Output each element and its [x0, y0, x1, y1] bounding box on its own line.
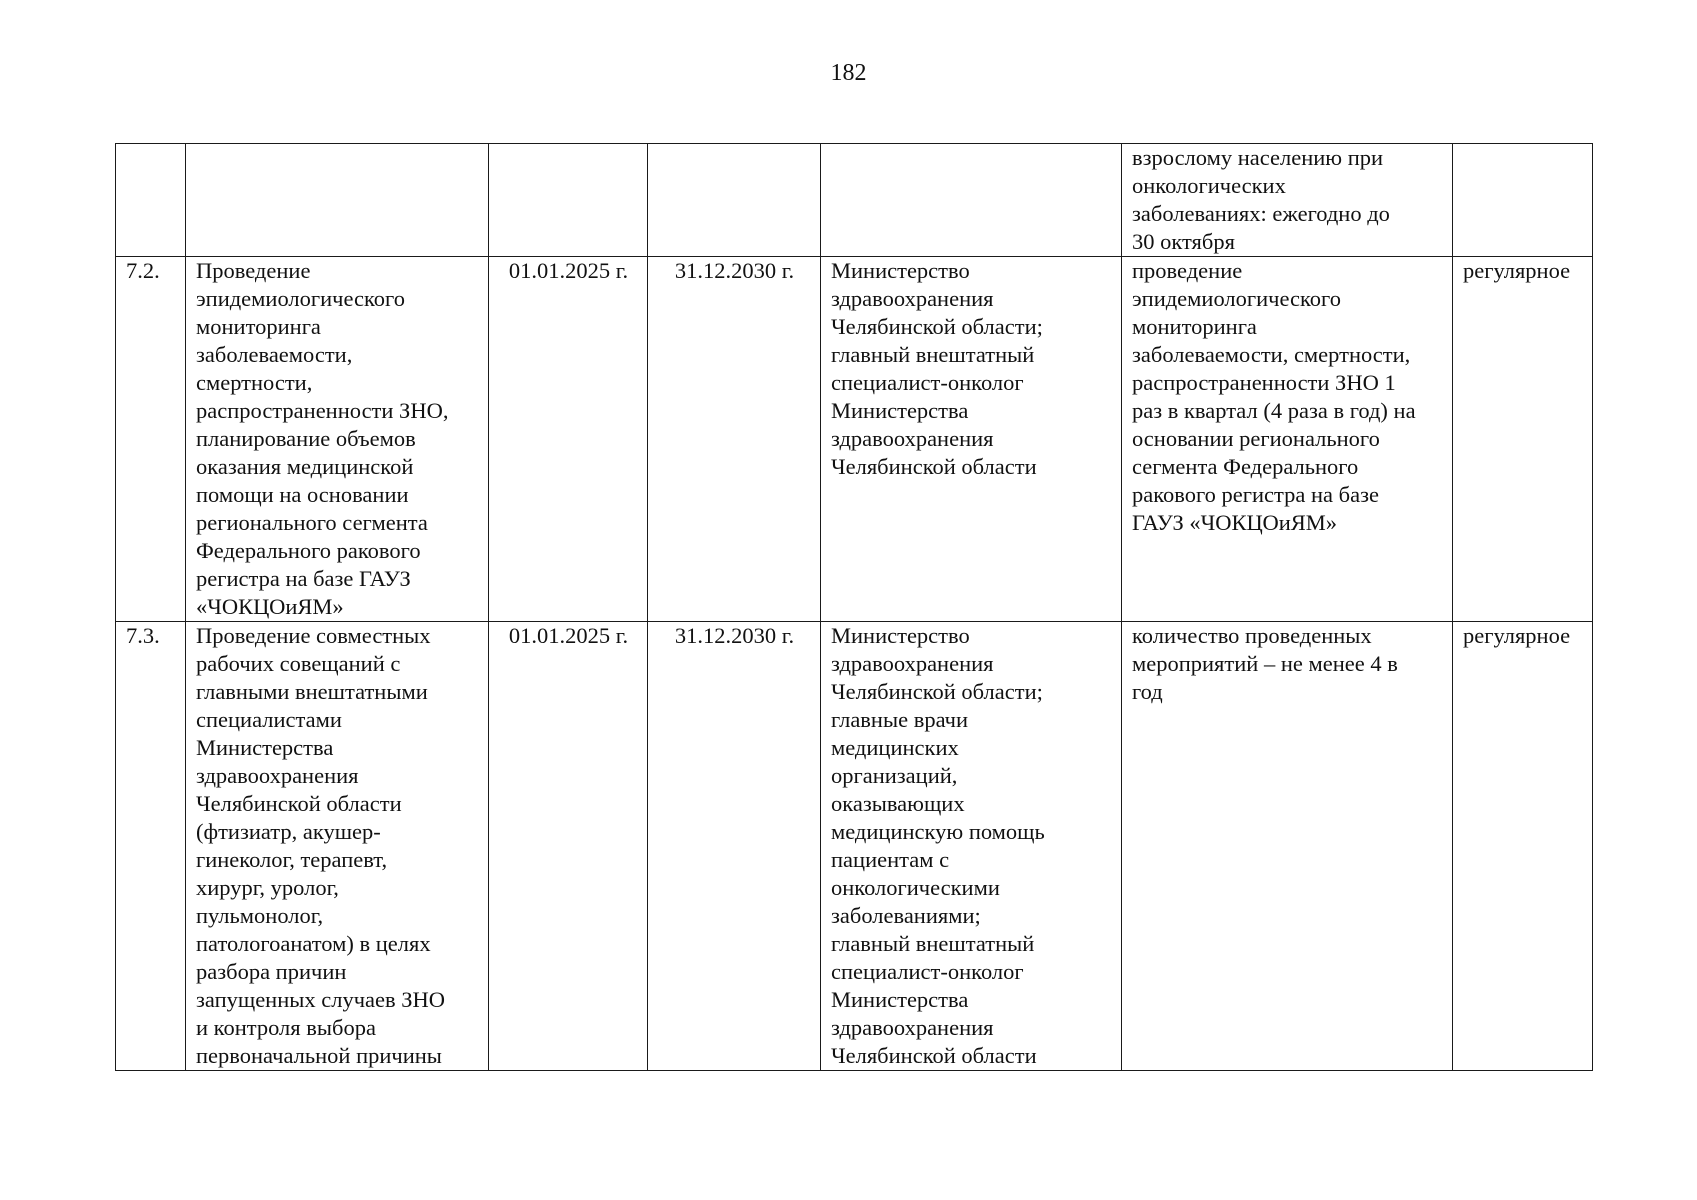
- cell-start-date: 01.01.2025 г.: [489, 622, 648, 1071]
- cell-responsible: [821, 144, 1122, 257]
- cell-result: взрослому населению при онкологических заболеваниях: ежегодно до 30 октября: [1122, 144, 1453, 257]
- cell-result: проведение эпидемиологического мониторинга заболеваемости, смертности, распространенности ЗНО 1 раз в квартал (4 раза в год) на основании регионального сегмента Федерального ракового регистра на базе ГАУЗ «ЧОКЦОиЯМ»: [1122, 257, 1453, 622]
- cell-activity: Проведение эпидемиологического мониторинга заболеваемости, смертности, распространенности ЗНО, планирование объемов оказания медицинской помощи на основании регионального сегмента Федерального ракового регистра на базе ГАУЗ «ЧОКЦОиЯМ»: [186, 257, 489, 622]
- cell-type: регулярное: [1453, 257, 1593, 622]
- cell-type: регулярное: [1453, 622, 1593, 1071]
- cell-activity: [186, 144, 489, 257]
- table-row: [116, 257, 1593, 622]
- cell-result: количество проведенных мероприятий – не менее 4 в год: [1122, 622, 1453, 1071]
- cell-number: 7.3.: [116, 622, 186, 1071]
- cell-responsible: Министерство здравоохранения Челябинской области; главные врачи медицинских организаций, оказывающих медицинскую помощь пациентам с онкологическими заболеваниями; главный внештатный специалист-онколог Министерства здравоохранения Челябинской области: [821, 622, 1122, 1071]
- cell-end-date: [648, 144, 821, 257]
- cell-end-date: 31.12.2030 г.: [648, 257, 821, 622]
- page-number: 182: [830, 60, 867, 86]
- cell-start-date: [489, 144, 648, 257]
- cell-end-date: 31.12.2030 г.: [648, 622, 821, 1071]
- cell-number: 7.2.: [116, 257, 186, 622]
- table-row: [116, 622, 1593, 1071]
- cell-responsible: Министерство здравоохранения Челябинской области; главный внештатный специалист-онколог Министерства здравоохранения Челябинской области: [821, 257, 1122, 622]
- cell-number: [116, 144, 186, 257]
- cell-activity: Проведение совместных рабочих совещаний с главными внештатными специалистами Министерства здравоохранения Челябинской области (фтизиатр, акушер- гинеколог, терапевт, хирург, уролог, пульмонолог, патологоанатом) в целях разбора причин запущенных случаев ЗНО и контроля выбора первоначальной причины: [186, 622, 489, 1071]
- table-row: [116, 144, 1593, 257]
- cell-type: [1453, 144, 1593, 257]
- cell-start-date: 01.01.2025 г.: [489, 257, 648, 622]
- activities-table: [115, 143, 1593, 1071]
